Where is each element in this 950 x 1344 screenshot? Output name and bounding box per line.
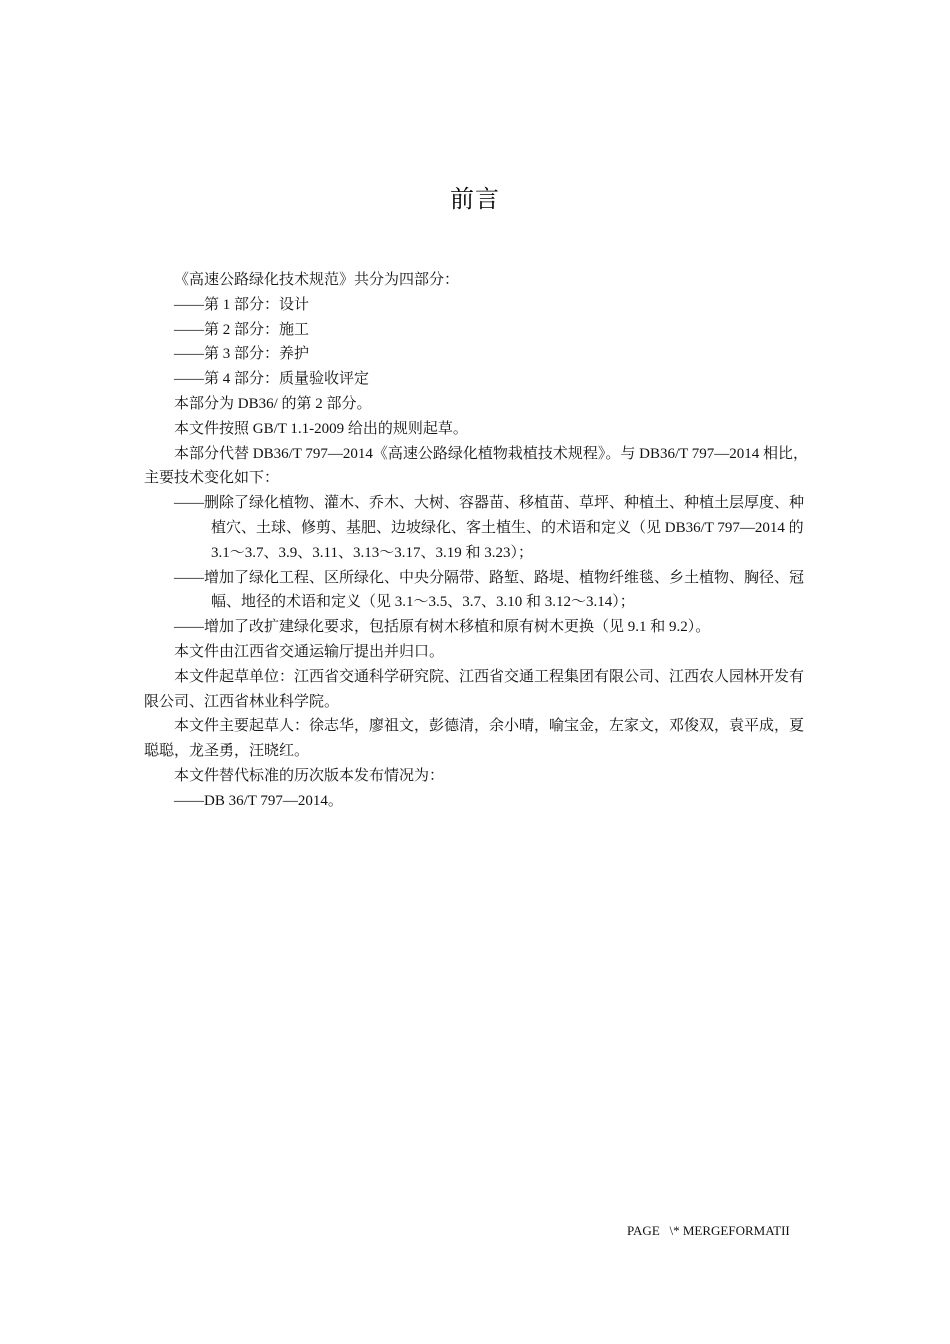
page-number-field: PAGE \* MERGEFORMATII: [627, 1223, 790, 1238]
list-item-part-2: ——第 2 部分：施工: [174, 321, 310, 338]
paragraph-drafters: 本文件主要起草人：徐志华，廖祖文，彭德清，余小晴，喻宝金，左家文，邓俊双，袁平成，夏聪聪，龙圣勇，汪晓红。: [144, 718, 805, 760]
paragraph-drafting-units: 本文件起草单位：江西省交通科学研究院、江西省交通工程集团有限公司、江西农人园林开发有限公司、江西省林业科学院。: [144, 668, 805, 710]
list-item-part-3: ——第 3 部分：养护: [174, 346, 310, 363]
list-item-change-added-terms: ——增加了绿化工程、区所绿化、中央分隔带、路堑、路堤、植物纤维毯、乡土植物、胸径、冠幅、地径的术语和定义（见 3.1～3.5、3.7、3.10 和 3.12～3.14）；: [174, 569, 805, 611]
list-item-part-4: ——第 4 部分：质量验收评定: [174, 371, 370, 388]
paragraph-this-part: 本部分为 DB36/ 的第 2 部分。: [174, 395, 372, 412]
paragraph-parts-intro: 《高速公路绿化技术规范》共分为四部分：: [174, 272, 460, 288]
list-item-change-deleted: ——删除了绿化植物、灌木、乔木、大树、容器苗、移植苗、草坪、种植土、种植土层厚度、种植穴、土球、修剪、基肥、边坡绿化、客土植生、的术语和定义（见 DB36/T 797—2014 的 3.1～3.7、3.9、3.11、3.13～3.17、3.19 和 3.23）；: [174, 495, 805, 561]
list-item-change-added-requirements: ——增加了改扩建绿化要求，包括原有树木移植和原有树木更换（见 9.1 和 9.2）。: [174, 619, 711, 636]
paragraph-replaces: 本部分代替 DB36/T 797—2014《高速公路绿化植物栽植技术规程》。与 DB36/T 797—2014 相比，主要技术变化如下：: [144, 445, 809, 487]
paragraph-history-intro: 本文件替代标准的历次版本发布情况为：: [174, 767, 445, 784]
preface-body: [144, 268, 816, 814]
paragraph-drafting-rules: 本文件按照 GB/T 1.1-2009 给出的规则起草。: [174, 420, 468, 437]
list-item-part-1: ——第 1 部分：设计: [174, 296, 310, 313]
page-title: 前言: [450, 185, 500, 213]
list-item-history-version: ——DB 36/T 797—2014。: [174, 792, 343, 809]
paragraph-proposed-by: 本文件由江西省交通运输厅提出并归口。: [174, 643, 445, 660]
